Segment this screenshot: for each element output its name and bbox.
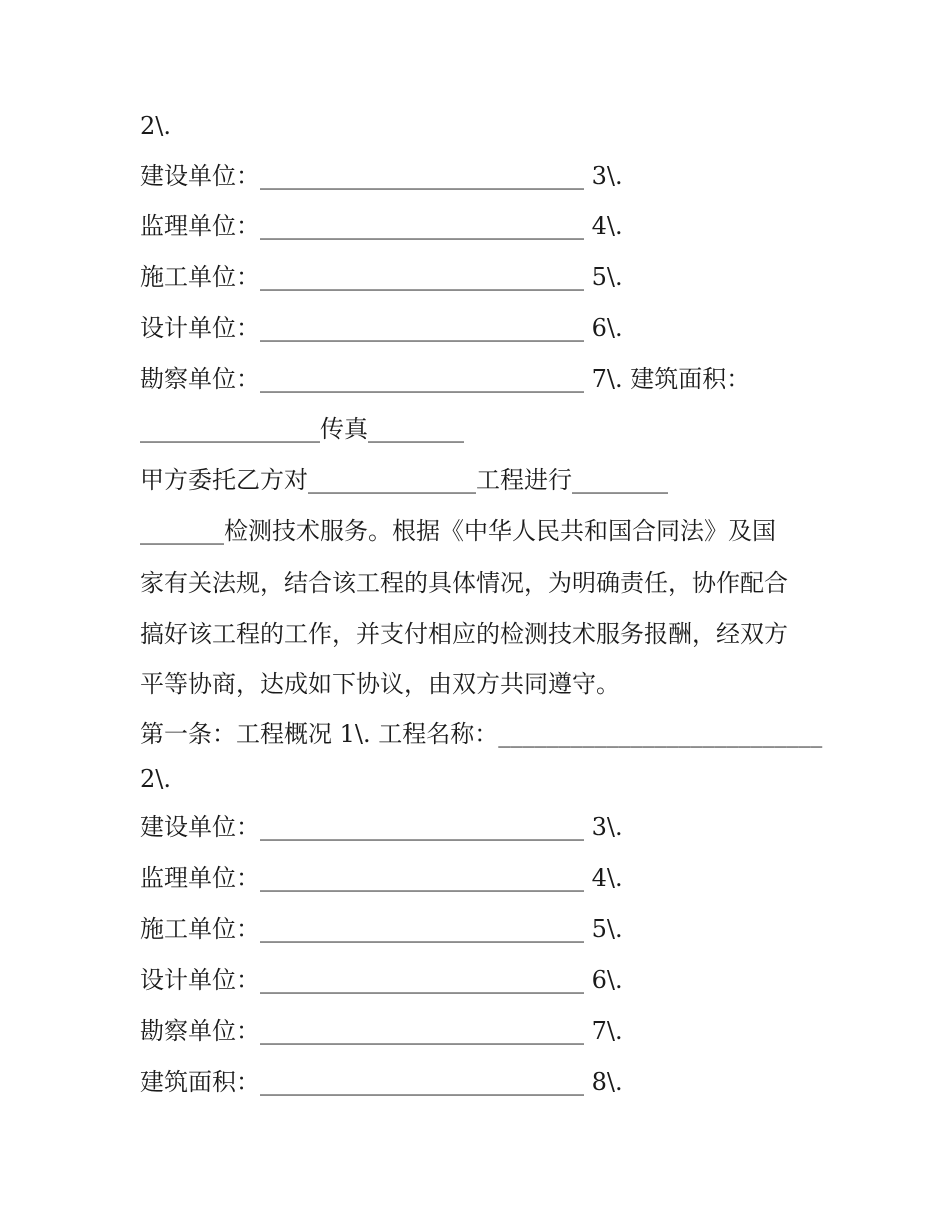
text-line: 建设单位：___________________________ 3\.	[140, 813, 623, 841]
text-line: 2\.	[140, 765, 171, 793]
text-line: _______检测技术服务。根据《中华人民共和国合同法》及国	[140, 517, 776, 545]
text-line: 平等协商，达成如下协议，由双方共同遵守。	[140, 670, 620, 698]
text-line: 监理单位：___________________________ 4\.	[140, 212, 623, 240]
text-line: 勘察单位：___________________________ 7\. 建筑面积：	[140, 365, 751, 393]
text-line: _______________传真________	[140, 415, 464, 443]
text-line: 建筑面积：___________________________ 8\.	[140, 1068, 623, 1096]
text-line: 甲方委托乙方对______________工程进行________	[140, 466, 668, 494]
text-line: 监理单位：___________________________ 4\.	[140, 864, 623, 892]
text-line: 2\.	[140, 112, 171, 140]
text-line: 设计单位：___________________________ 6\.	[140, 966, 623, 994]
text-line: 施工单位：___________________________ 5\.	[140, 263, 623, 291]
text-line: 施工单位：___________________________ 5\.	[140, 915, 623, 943]
text-line: 第一条：工程概况 1\. 工程名称：___________________________	[140, 720, 823, 748]
text-line: 家有关法规，结合该工程的具体情况，为明确责任，协作配合	[140, 569, 788, 597]
text-line: 搞好该工程的工作，并支付相应的检测技术服务报酬，经双方	[140, 620, 788, 648]
text-line: 设计单位：___________________________ 6\.	[140, 314, 623, 342]
text-line: 建设单位：___________________________ 3\.	[140, 162, 623, 190]
text-line: 勘察单位：___________________________ 7\.	[140, 1017, 623, 1045]
